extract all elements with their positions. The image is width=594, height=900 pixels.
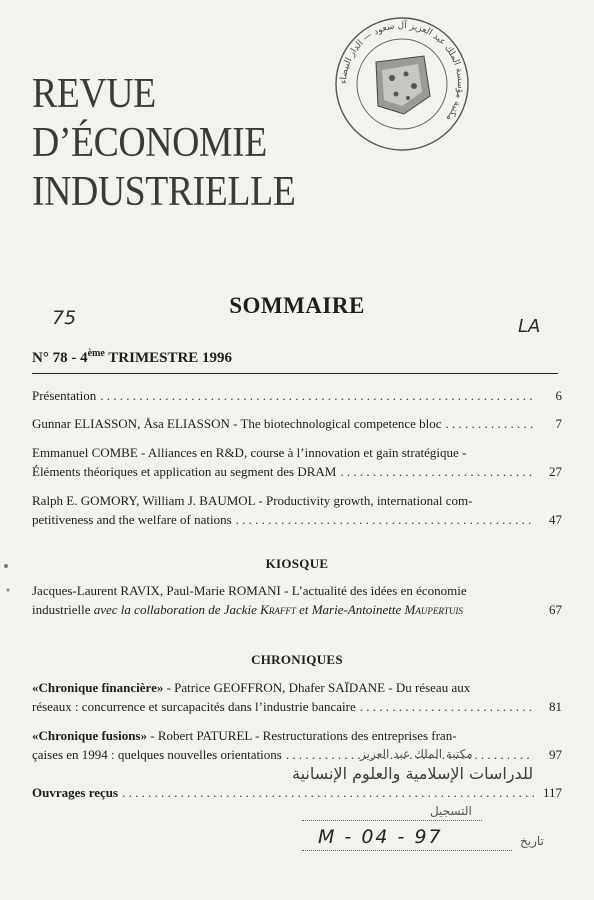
journal-title-line-3: INDUSTRIELLE	[32, 169, 296, 215]
kiosque-line2-plain: industrielle	[32, 602, 94, 617]
arabic-stamp-line-2: للدراسات الإسلامية والعلوم الإنسانية	[292, 764, 534, 783]
kiosque-collab-mid: et Marie-Antoinette	[295, 602, 405, 617]
kiosque-heading: KIOSQUE	[265, 556, 329, 571]
toc-entry-text: Présentation	[32, 388, 97, 403]
toc-entry-text: Ouvrages reçus	[32, 785, 119, 800]
toc-entry-text: Jacques-Laurent RAVIX, Paul-Marie ROMANI - L’actualité des idées en économie	[32, 583, 467, 598]
dot-leader	[236, 510, 534, 529]
toc-page-number: 47	[549, 512, 562, 527]
issue-number	[32, 348, 232, 367]
stamp-arabic-text: مكتبة مؤسسة الملك عبد العزيز آل سعود — الدار البيضاء	[338, 20, 466, 123]
toc-page-number: 67	[549, 602, 562, 617]
toc-page-number: 7	[555, 416, 562, 431]
toc-entry-gomory[interactable]	[32, 491, 562, 529]
issue-sup: ème	[87, 348, 105, 359]
stamp-emblem	[376, 56, 430, 114]
stamp-date-line	[302, 850, 512, 851]
toc-page-number: 27	[549, 464, 562, 479]
toc-entry-ravix[interactable]	[32, 581, 562, 619]
toc-page-number: 97	[549, 747, 562, 762]
dot-leader	[100, 386, 534, 405]
toc-entry-text: Emmanuel COMBE - Alliances en R&D, course à l’innovation et gain stratégique -	[32, 445, 467, 460]
arabic-stamp-line-4: تاريخ	[520, 834, 544, 848]
toc-entry-chronique-fusions[interactable]	[32, 726, 562, 764]
kiosque-name-maupertuis: Maupertuis	[404, 602, 463, 617]
dot-leader	[340, 462, 534, 481]
issue-prefix: N° 78 - 4	[32, 350, 88, 366]
toc-entry-text-cont: réseaux : concurrence et surcapacités dans l’industrie bancaire	[32, 699, 356, 714]
handwritten-date: M - 04 - 97	[318, 826, 443, 848]
toc-entry-text	[32, 678, 470, 697]
dot-leader	[122, 783, 534, 802]
library-stamp	[332, 14, 472, 154]
arabic-stamp-line-1: مكتبة الملك عبد العزيز	[360, 747, 473, 761]
dot-leader	[360, 697, 534, 716]
journal-title	[32, 70, 295, 217]
toc-entry-eliasson[interactable]	[32, 414, 562, 433]
toc-entry-text-cont	[32, 600, 463, 619]
handwritten-initials: LA	[518, 316, 541, 337]
toc-entry-ouvrages[interactable]	[32, 783, 562, 802]
chronique-title: «Chronique financière»	[32, 680, 164, 695]
kiosque-collab: avec la collaboration de Jackie	[93, 602, 261, 617]
chronique-title: «Chronique fusions»	[32, 728, 147, 743]
divider-rule	[32, 373, 558, 374]
toc-entry-text: Gunnar ELIASSON, Åsa ELIASSON - The biotechnological competence bloc	[32, 416, 442, 431]
chroniques-heading: CHRONIQUES	[251, 652, 343, 667]
chronique-authors: - Robert PATUREL - Restructurations des entreprises fran-	[147, 728, 457, 743]
toc-page-number: 81	[549, 699, 562, 714]
stamp-field-line	[302, 820, 482, 821]
toc-entry-text: Ralph E. GOMORY, William J. BAUMOL - Productivity growth, international com-	[32, 493, 473, 508]
toc-entry-combe[interactable]	[32, 443, 562, 481]
sommaire-heading: SOMMAIRE	[229, 293, 365, 318]
toc-entry-presentation[interactable]	[32, 386, 562, 405]
toc-entry-text	[32, 726, 457, 745]
journal-title-line-2: D’ÉCONOMIE	[32, 120, 267, 166]
journal-title-line-1: REVUE	[32, 71, 156, 117]
toc-entry-chronique-financiere[interactable]	[32, 678, 562, 716]
toc-entry-text-cont: petitiveness and the welfare of nations	[32, 512, 232, 527]
dot-leader	[446, 414, 534, 433]
scan-speck	[2, 560, 16, 620]
arabic-stamp-line-3: التسجيل	[430, 804, 472, 818]
kiosque-name-krafft: Krafft	[260, 602, 296, 617]
toc-entry-text-cont: çaises en 1994 : quelques nouvelles orientations	[32, 747, 282, 762]
toc-page-number: 117	[542, 785, 562, 800]
handwritten-number: 75	[52, 307, 77, 329]
chronique-authors: - Patrice GEOFFRON, Dhafer SAÏDANE - Du réseau aux	[163, 680, 471, 695]
toc-entry-text-cont: Éléments théoriques et application au segment des DRAM	[32, 464, 337, 479]
issue-suffix: TRIMESTRE 1996	[104, 350, 233, 366]
toc-page-number: 6	[555, 388, 562, 403]
